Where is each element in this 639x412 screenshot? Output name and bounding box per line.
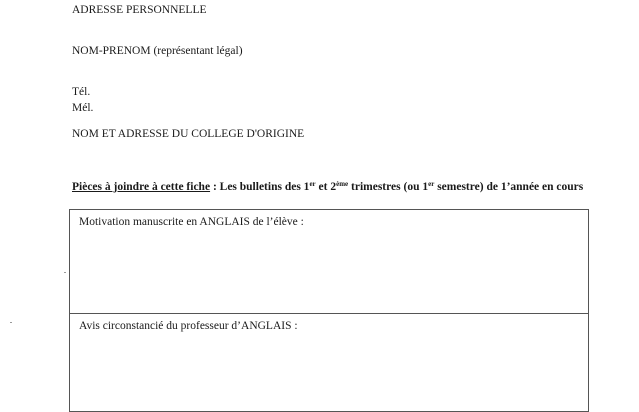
ordinal-sup-3: er [428,180,435,188]
scan-speck [64,272,66,273]
attachments-instruction [72,181,583,193]
phone-label: Tél. [72,86,91,98]
student-motivation-label: Motivation manuscrite en ANGLAIS de l’élève : [79,216,304,228]
scan-speck [10,322,12,323]
ordinal-sup-1: er [309,180,316,188]
teacher-opinion-label: Avis circonstancié du professeur d’ANGLAIS : [79,320,298,332]
teacher-opinion-box[interactable] [69,313,589,412]
attachments-text-4: semestre) de 1’année en cours [434,181,584,193]
origin-college-label: NOM ET ADRESSE DU COLLEGE D'ORIGINE [72,128,305,140]
student-motivation-box[interactable] [69,209,589,314]
attachments-heading: Pièces à joindre à cette fiche [72,181,211,193]
attachments-text-2: et 2 [315,181,337,193]
attachments-text-3: trimestres (ou 1 [348,181,429,193]
attachments-text-1: : Les bulletins des 1 [210,181,310,193]
legal-representative-name-label: NOM-PRENOM (représentant légal) [72,45,243,57]
email-label: Mél. [72,102,94,114]
personal-address-label: ADRESSE PERSONNELLE [72,4,207,16]
ordinal-sup-2: ème [336,180,349,188]
